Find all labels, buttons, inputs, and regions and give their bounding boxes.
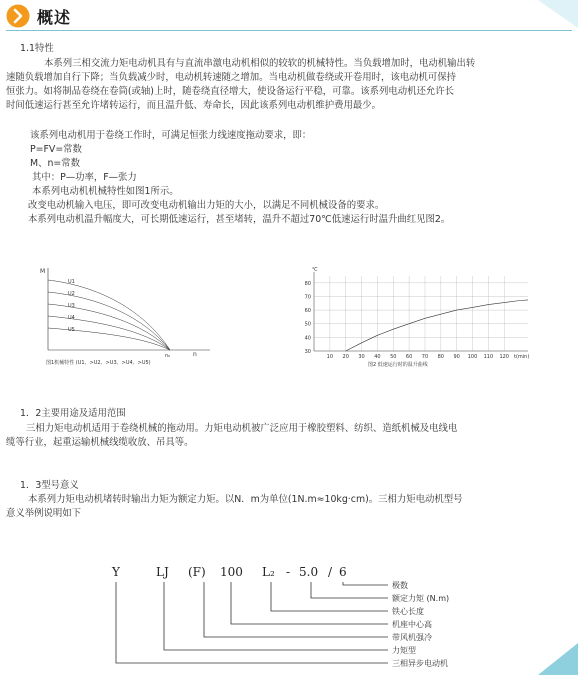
x-tick-label: 60 — [405, 354, 413, 360]
model-part-dash: - — [286, 565, 291, 579]
x-tick-label: 110 — [483, 354, 494, 360]
model-label-fan-cooling: 带风机强冷 — [392, 633, 432, 642]
x-tick-label: 50 — [390, 354, 397, 360]
model-part-100: 100 — [220, 565, 243, 579]
series-line-0 — [346, 300, 528, 351]
curve-label-u2: U2 — [68, 291, 75, 297]
model-label-core-length: 铁心长度 — [392, 607, 424, 616]
model-part-l2: L₂ — [262, 565, 275, 579]
curve-label-u1: U1 — [68, 279, 75, 285]
y-tick-label: 80 — [304, 280, 311, 287]
text-line: 缆等行业，起重运输机械线缆收放、吊具等。 — [6, 437, 194, 448]
curve-u2 — [48, 292, 170, 350]
text-line: 意义举例说明如下 — [6, 508, 82, 519]
x-axis-label: t(min) — [514, 354, 530, 360]
model-designation-diagram — [100, 560, 480, 672]
model-part-slash: / — [328, 565, 333, 579]
x-axis-label: n — [193, 351, 197, 358]
chevron-right-icon — [6, 4, 30, 28]
model-part-f: (F) — [188, 565, 206, 579]
curve-label-u4: U4 — [68, 315, 75, 321]
section-header — [6, 4, 71, 28]
curve-label-u3: U3 — [68, 303, 75, 309]
paragraph-line: 速随负载增加自行下降；当负载减少时，电动机转速随之增加。当电动机做卷绕或开卷用时，该电动机可保持 — [6, 72, 457, 83]
x-tick-label: 10 — [326, 354, 334, 360]
section-heading-3: 1．3型号意义 — [20, 480, 79, 491]
y-tick-label: 60 — [304, 308, 311, 315]
text-line: 本系列电动机机械特性如图1所示。 — [32, 186, 179, 197]
model-label-three-phase-motor: 三相异步电动机 — [392, 659, 448, 668]
x-tick-label: 70 — [421, 354, 429, 360]
y-axis-label: M — [40, 268, 46, 275]
model-part-lj: LJ — [156, 565, 169, 579]
x-tick-label: 80 — [437, 354, 445, 360]
corner-decoration-top — [538, 0, 578, 28]
model-label-frame-height: 机座中心高 — [392, 620, 432, 629]
model-part-y: Y — [112, 565, 120, 579]
figure-2-temperature-chart — [298, 266, 538, 364]
text-line: 本系列力矩电动机堵转时输出力矩为额定力矩。以N．m为单位(1N.m≈10kg·cm)。三相力矩电动机型号 — [28, 494, 463, 505]
corner-decoration-bottom — [538, 643, 578, 675]
section-heading-2: 1．2主要用途及适用范围 — [20, 408, 126, 419]
x-tick-label: 20 — [342, 354, 349, 360]
header-divider — [6, 30, 572, 31]
y-tick-label: 40 — [304, 335, 311, 342]
formula-line: M、n=常数 — [30, 158, 81, 169]
figure-1-caption: 图1机械特性 (U1、>U2、>U3、>U4、>U5) — [46, 360, 151, 366]
curve-u4 — [48, 316, 170, 350]
model-part-5-0: 5.0 — [299, 565, 319, 579]
text-line: 改变电动机输入电压，即可改变电动机输出力矩的大小，以满足不同机械设备的要求。 — [28, 200, 385, 211]
paragraph-line: 恒张力。如将制品卷绕在卷筒(或轴)上时，随卷绕直径增大，使设备运行平稳，可靠。该系列电动机还允许长 — [6, 86, 454, 97]
page-title: 概述 — [37, 7, 72, 27]
figure-2-caption: 图2 低速运行时的温升曲线 — [368, 362, 428, 368]
model-label-rated-torque: 额定力矩 (N.m) — [392, 594, 450, 603]
y-tick-label: 30 — [304, 349, 311, 355]
x-tick-label: 40 — [374, 354, 381, 360]
curve-label-u5: U5 — [68, 327, 75, 333]
model-label-poles: 极数 — [392, 581, 408, 590]
y-axis-label: ℃ — [312, 267, 318, 273]
x-tick-label: 120 — [499, 354, 509, 360]
x-tick-label: 100 — [467, 354, 478, 360]
x-end-label: n₀ — [165, 353, 171, 359]
x-tick-label: 90 — [453, 354, 460, 360]
x-tick-label: 30 — [358, 354, 365, 360]
text-line: 本系列电动机温升幅度大，可长期低速运行，甚至堵转，温升不超过70℃低速运行时温升曲红见图2。 — [28, 214, 451, 225]
model-part-6: 6 — [339, 565, 347, 579]
paragraph-line: 本系列三相交流力矩电动机具有与直流串激电动机相似的较软的机械特性。当负载增加时，电动机输出转 — [44, 58, 476, 69]
paragraph-line: 时间低速运行甚至允许堵转运行，而且温升低、寿命长，因此该系列电动机维护费用最少。 — [6, 100, 382, 111]
y-tick-label: 70 — [304, 294, 311, 301]
text-line: 该系列电动机用于卷绕工作时，可满足恒张力线速度拖动要求，即： — [30, 130, 312, 141]
y-tick-label: 50 — [304, 321, 311, 328]
text-line: 三相力矩电动机适用于卷绕机械的拖动用。力矩电动机被广泛应用于橡胶塑料、纺织、造纸机械及电线电 — [26, 423, 458, 434]
text-line: 其中：P—功率，F—张力 — [32, 172, 137, 183]
formula-line: P=FV=常数 — [30, 144, 82, 155]
figure-1-mechanical-characteristics — [38, 264, 218, 359]
model-label-torque-type: 力矩型 — [392, 646, 416, 655]
section-heading-1: 1.1特性 — [20, 43, 54, 54]
